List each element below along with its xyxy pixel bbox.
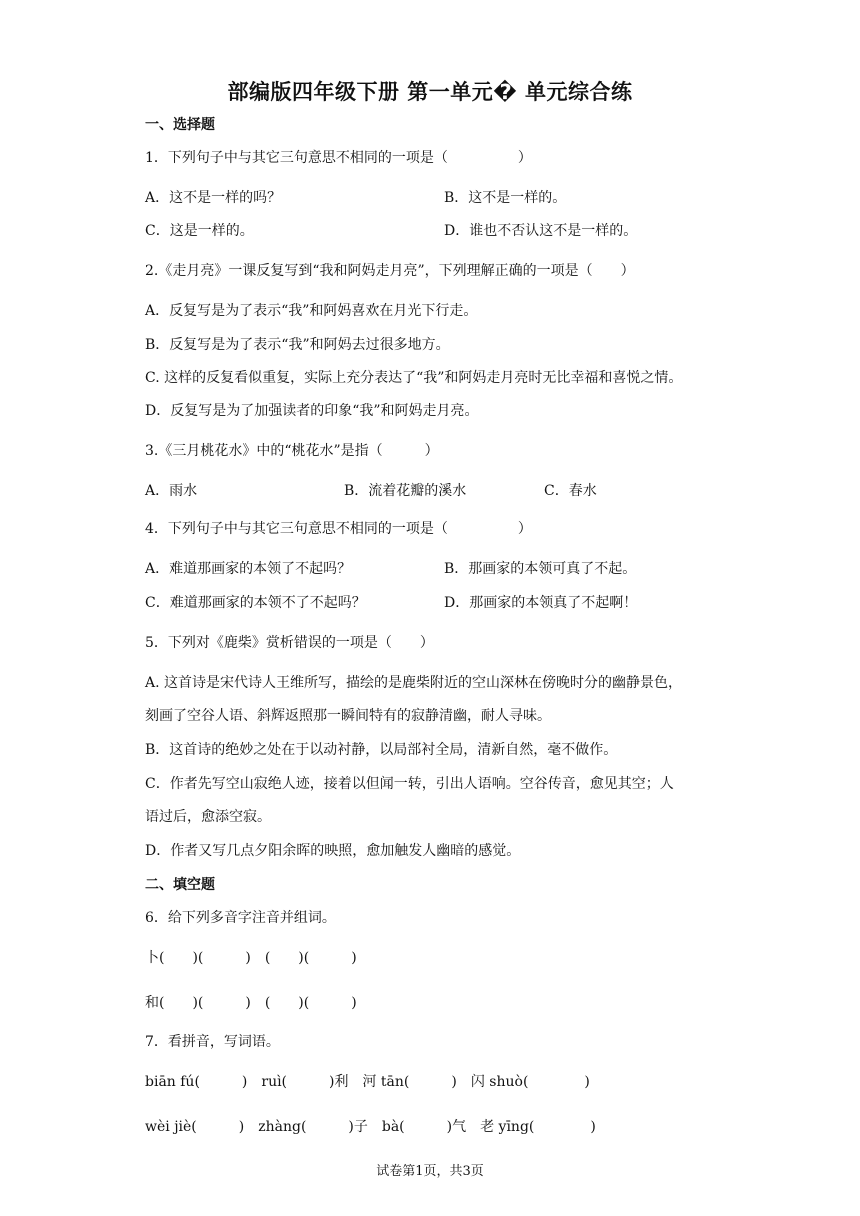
question-4-option-a: A．难道那画家的本领了不起吗？ [145,561,352,577]
page-title: 部编版四年级下册 第一单元� 单元综合练 [227,80,633,104]
question-1-option-c: C．这是一样的。 [145,223,254,239]
question-5-option-b: B．这首诗的绝妙之处在于以动衬静，以局部衬全局，清新自然，毫不做作。 [145,742,618,758]
question-3-option-c: C．春水 [544,483,597,499]
question-7-row-2: wèi jiè( ) zhàng( )子 bà( )气 老 yīng( ) [145,1119,596,1135]
question-5-option-a-line2: 刻画了空谷人语、斜辉返照那一瞬间特有的寂静清幽，耐人寻味。 [145,708,551,724]
question-4-stem: 4．下列句子中与其它三句意思不相同的一项是（ ） [145,521,532,537]
question-4-option-b: B．那画家的本领可真了不起。 [444,561,637,577]
question-5-option-d: D．作者又写几点夕阳余晖的映照，愈加触发人幽暗的感觉。 [145,843,521,859]
question-7-row-1: biān fú( ) ruì( )利 河 tān( ) 闪 shuò( ) [145,1074,590,1090]
question-2-option-d: D．反复写是为了加强读者的印象“我”和阿妈走月亮。 [145,403,479,419]
question-5-stem: 5．下列对《鹿柴》赏析错误的一项是（ ） [145,635,434,651]
question-1-stem: 1．下列句子中与其它三句意思不相同的一项是（ ） [145,150,532,166]
question-6-row-2: 和( )( ) ( )( ) [145,995,357,1011]
question-6-row-1: 卜( )( ) ( )( ) [145,950,357,966]
question-7-stem: 7．看拼音，写词语。 [145,1034,280,1050]
section-heading-fill: 二、填空题 [145,877,215,893]
question-2-option-c: C. 这样的反复看似重复，实际上充分表达了“我”和阿妈走月亮时无比幸福和喜悦之情。 [145,370,683,386]
question-1-option-d: D．谁也不否认这不是一样的。 [444,223,638,239]
question-1-option-b: B．这不是一样的。 [444,190,567,206]
question-5-option-c-line2: 语过后，愈添空寂。 [145,809,271,825]
question-4-option-d: D．那画家的本领真了不起啊！ [444,595,638,611]
question-3-option-b: B．流着花瓣的溪水 [344,483,467,499]
page-footer: 试卷第1页，共3页 [376,1164,484,1179]
question-2-option-b: B．反复写是为了表示“我”和阿妈去过很多地方。 [145,337,450,353]
question-6-stem: 6．给下列多音字注音并组词。 [145,910,336,926]
question-2-option-a: A．反复写是为了表示“我”和阿妈喜欢在月光下行走。 [145,303,478,319]
question-3-option-a: A．雨水 [145,483,198,499]
question-4-option-c: C．难道那画家的本领不了不起吗？ [145,595,366,611]
section-heading-choice: 一、选择题 [145,117,215,133]
question-2-stem: 2.《走月亮》一课反复写到“我和阿妈走月亮”，下列理解正确的一项是（ ） [145,263,635,279]
question-5-option-a-line1: A. 这首诗是宋代诗人王维所写，描绘的是鹿柴附近的空山深林在傍晚时分的幽静景色， [145,675,683,691]
question-5-option-c-line1: C．作者先写空山寂绝人迹，接着以但闻一转，引出人语响。空谷传音，愈见其空；人 [145,776,674,792]
question-1-option-a: A．这不是一样的吗？ [145,190,282,206]
question-3-stem: 3.《三月桃花水》中的“桃花水”是指（ ） [145,443,439,459]
